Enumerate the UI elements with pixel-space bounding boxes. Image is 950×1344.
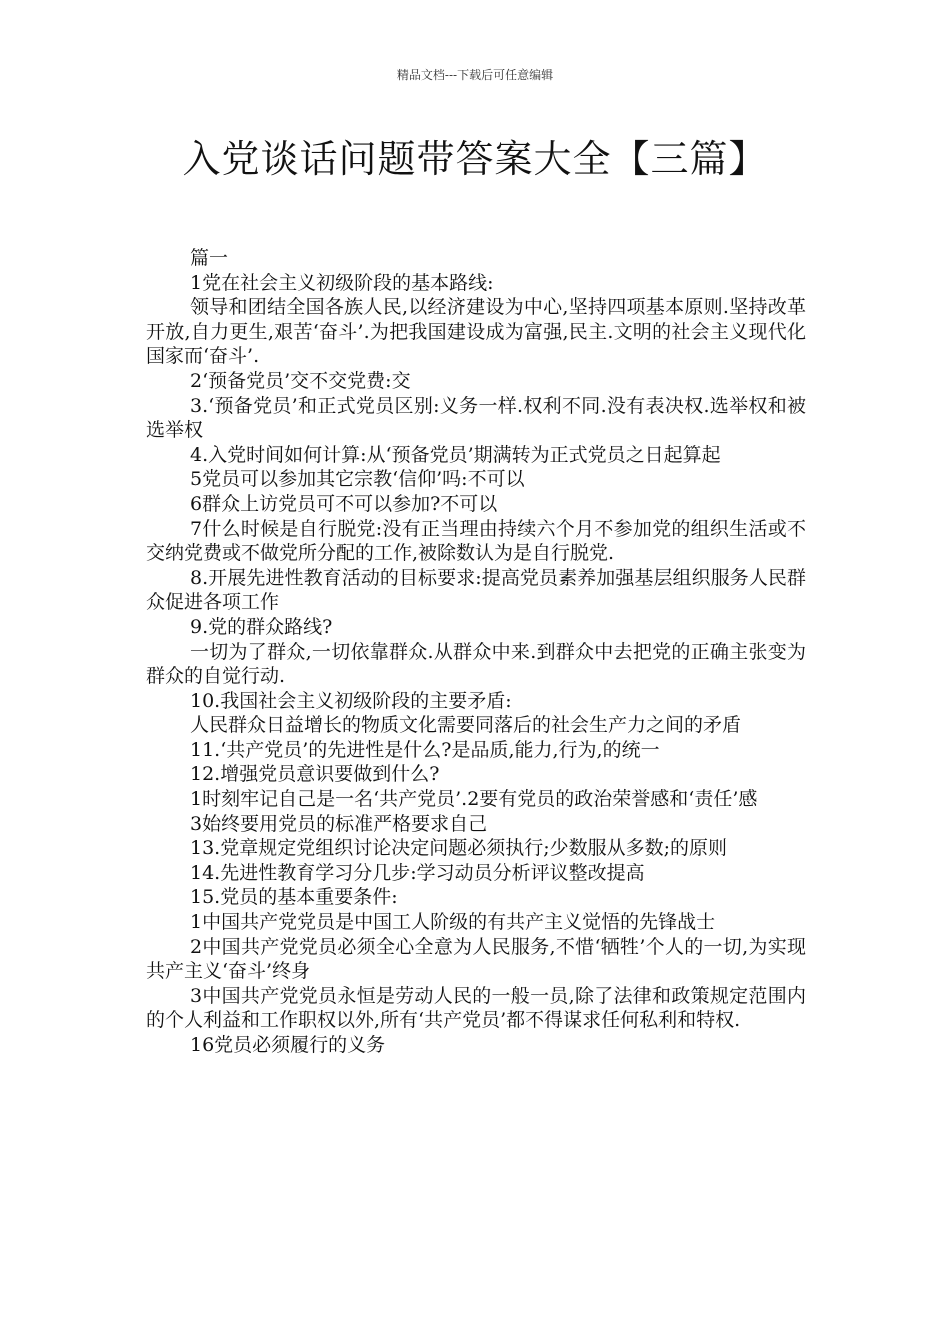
paragraph: 人民群众日益增长的物质文化需要同落后的社会生产力之间的矛盾 <box>190 714 742 737</box>
document-title: 入党谈话问题带答案大全【三篇】 <box>182 137 768 181</box>
paragraph: 7什么时候是自行脱党:没有正当理由持续六个月不参加党的组织生活或不交纳党费或不做党所分配的工作,被除数认为是自行脱党. <box>146 517 806 565</box>
paragraph: 领导和团结全国各族人民,以经济建设为中心,坚持四项基本原则.坚持改革开放,自力更生,艰苦‘奋斗’.为把我国建设成为富强,民主.文明的社会主义现代化国家而‘奋斗’. <box>146 296 806 368</box>
paragraph: 3始终要用党员的标准严格要求自己 <box>190 812 488 835</box>
paragraph: 16党员必须履行的义务 <box>190 1034 386 1056</box>
paragraph: 14.先进性教育学习分几步:学习动员分析评议整改提高 <box>190 861 645 884</box>
paragraph: 3中国共产党党员永恒是劳动人民的一般一员,除了法律和政策规定范围内的个人利益和工作职权以外,所有‘共产党员’都不得谋求任何私利和特权. <box>146 984 806 1032</box>
paragraph: 2中国共产党党员必须全心全意为人民服务,不惜‘牺牲’个人的一切,为实现共产主义‘奋斗’终身 <box>146 935 806 983</box>
document-body <box>146 246 806 1058</box>
paragraph: 4.入党时间如何计算:从‘预备党员’期满转为正式党员之日起算起 <box>190 443 721 466</box>
paragraph: 11.‘共产党员’的先进性是什么?是品质,能力,行为,的统一 <box>190 738 660 761</box>
paragraph: 1时刻牢记自己是一名‘共产党员’.2要有党员的政治荣誉感和‘责任’感 <box>190 788 758 811</box>
paragraph: 5党员可以参加其它宗教‘信仰’吗:不可以 <box>190 468 525 491</box>
paragraph: 10.我国社会主义初级阶段的主要矛盾: <box>190 689 512 712</box>
paragraph: 13.党章规定党组织讨论决定问题必须执行;少数服从多数;的原则 <box>190 837 728 860</box>
paragraph: 一切为了群众,一切依靠群众.从群众中来.到群众中去把党的正确主张变为群众的自觉行动. <box>146 640 806 688</box>
paragraph: 1中国共产党党员是中国工人阶级的有共产主义觉悟的先锋战士 <box>190 911 716 934</box>
paragraph: 1党在社会主义初级阶段的基本路线: <box>190 271 494 294</box>
section-heading: 篇一 <box>190 247 229 269</box>
paragraph: 15.党员的基本重要条件: <box>190 886 398 909</box>
paragraph: 8.开展先进性教育活动的目标要求:提高党员素养加强基层组织服务人民群众促进各项工作 <box>146 566 806 614</box>
paragraph: 2‘预备党员’交不交党费:交 <box>190 369 411 392</box>
paragraph: 3.‘预备党员’和正式党员区别:义务一样.权利不同.没有表决权.选举权和被选举权 <box>146 394 806 442</box>
paragraph: 6群众上访党员可不可以参加?不可以 <box>190 492 498 515</box>
paragraph: 9.党的群众路线? <box>190 615 333 638</box>
header-note: 精品文档---下载后可任意编辑 <box>396 68 554 82</box>
paragraph: 12.增强党员意识要做到什么? <box>190 763 440 786</box>
